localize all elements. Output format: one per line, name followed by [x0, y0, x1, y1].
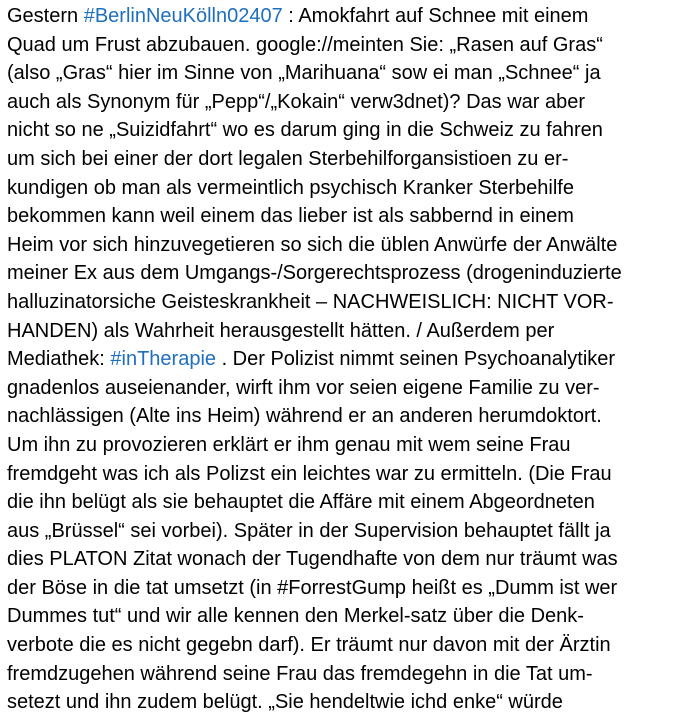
text-line [7, 145, 679, 174]
text-segment: Gestern [7, 5, 84, 27]
text-segment: . Der Polizist nimmt seinen Psychoanalytiker [216, 348, 616, 371]
text-segment: dies PLATON Zitat wonach der Tugendhafte von dem nur träumt was [7, 548, 618, 571]
text-segment: um sich bei einer der dort legalen Sterbehilforgansistioen zu er- [7, 147, 569, 170]
text-line [7, 517, 679, 546]
text-line [7, 660, 679, 689]
text-line [7, 202, 679, 231]
text-line [7, 431, 679, 460]
body-text [7, 2, 679, 717]
text-segment: nicht so ne „Suizidfahrt“ wo es darum ging in die Schweiz zu fahren [7, 119, 603, 142]
text-segment: meiner Ex aus dem Umgangs-/Sorgerechtsprozess (drogeninduzierte [7, 262, 622, 285]
text-segment: aus „Brüssel“ sei vorbei). Später in der Supervision behauptet fällt ja [7, 519, 611, 542]
text-segment: die ihn belügt als sie behauptet die Affäre mit einem Abgeordneten [7, 491, 595, 514]
hashtag-link[interactable]: #inTherapie [110, 348, 217, 371]
text-line [7, 116, 679, 145]
text-segment: verbote die es nicht gegebn darf). Er träumt nur davon mit der Ärztin [7, 634, 611, 657]
text-line [7, 574, 679, 603]
text-segment: Heim vor sich hinzuvegetieren so sich die üblen Anwürfe der Anwälte [7, 233, 618, 256]
text-line [7, 59, 679, 88]
hashtag-link[interactable]: #BerlinNeuKölln02407 [83, 5, 283, 27]
text-line [7, 602, 679, 631]
text-segment: nachlässigen (Alte ins Heim) während er an anderen herumdoktort. [7, 405, 602, 428]
text-segment: HANDEN) als Wahrheit herausgestellt hätten. / Außerdem per [7, 319, 555, 342]
text-line [7, 31, 679, 60]
text-segment: Quad um Frust abzubauen. google://meinten Sie: „Rasen auf Gras“ [7, 33, 603, 56]
text-line [7, 2, 679, 31]
text-line [7, 317, 679, 346]
text-segment: : Amokfahrt auf Schnee mit einem [282, 5, 589, 27]
text-line [7, 345, 679, 374]
text-line [7, 374, 679, 403]
text-line [7, 631, 679, 660]
text-line [7, 288, 679, 317]
text-segment: setezt und ihn zudem belügt. „Sie hendeltwie ichd enke“ würde [7, 691, 563, 714]
text-line [7, 174, 679, 203]
text-line [7, 545, 679, 574]
text-line [7, 259, 679, 288]
text-segment: bekommen kann weil einem das lieber ist als sabbernd in einem [7, 205, 574, 228]
text-segment: gnadenlos auseienander, wirft ihm vor seien eigene Familie zu ver- [7, 376, 600, 399]
text-segment: halluzinatorsiche Geisteskrankheit – NACHWEISLICH: NICHT VOR- [7, 290, 614, 313]
text-line [7, 460, 679, 489]
text-segment: Mediathek: [7, 348, 111, 371]
text-line [7, 88, 679, 117]
text-line [7, 488, 679, 517]
text-segment: fremdgeht was ich als Polizst ein leichtes war zu ermitteln. (Die Frau [7, 462, 612, 485]
text-segment: (also „Gras“ hier im Sinne von „Marihuana“ sow ei man „Schnee“ ja [7, 62, 601, 85]
text-segment: der Böse in die tat umsetzt (in #ForrestGump heißt es „Dumm ist wer [7, 576, 618, 599]
text-line [7, 402, 679, 431]
text-segment: fremdzugehen während seine Frau das fremdegehn in die Tat um- [7, 662, 593, 685]
text-segment: Um ihn zu provozieren erklärt er ihm genau mit wem seine Frau [7, 433, 571, 456]
text-segment: kundigen ob man als vermeintlich psychisch Kranker Sterbehilfe [7, 176, 574, 199]
text-line [7, 688, 679, 717]
text-segment: auch als Synonym für „Pepp“/„Kokain“ verw3dnet)? Das war aber [7, 90, 586, 113]
text-line [7, 231, 679, 260]
text-segment: Dummes tut“ und wir alle kennen den Merkel-satz über die Denk- [7, 605, 584, 628]
